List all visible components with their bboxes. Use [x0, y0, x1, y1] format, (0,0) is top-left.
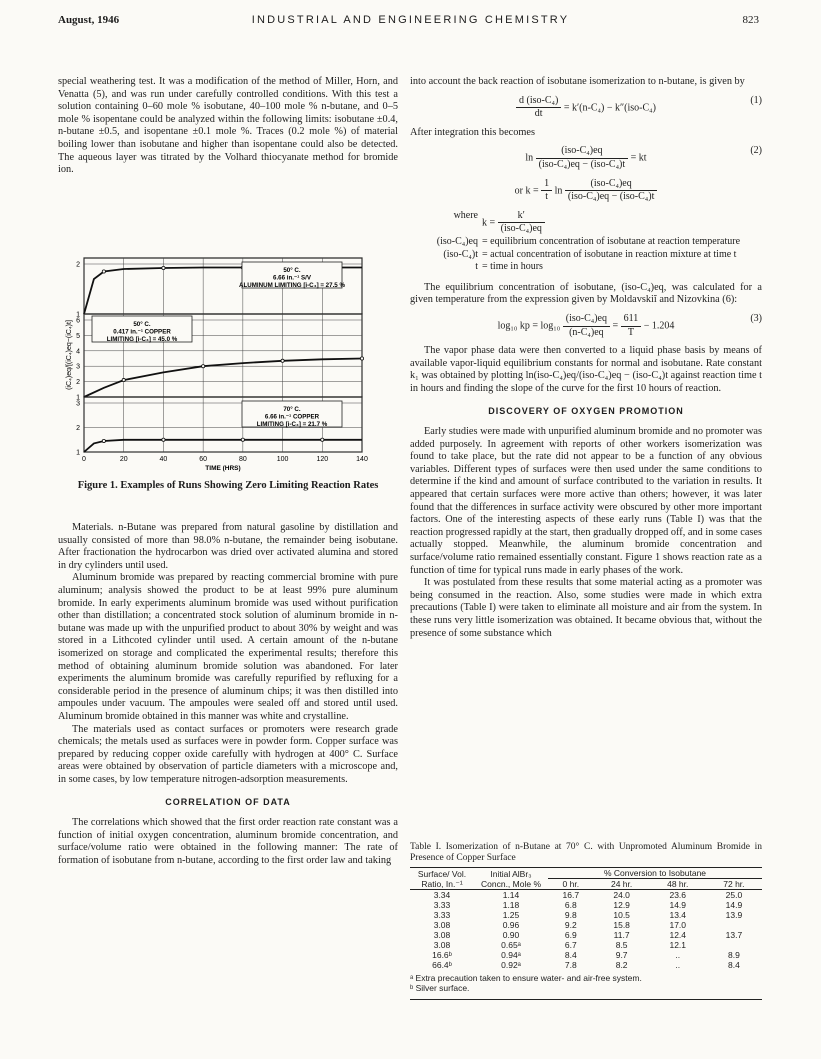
y-tick-label: 1	[76, 394, 80, 402]
materials-paragraph-1: Materials. n-Butane was prepared from natural gasoline by distillation and usually consisted of more than 98.0% n-butane, the remainder being isobutane. After fractionation the hydrocarbon was dried over activated alumina and stored in dry cylinders until used.	[58, 522, 398, 571]
data-point	[281, 359, 284, 362]
table-cell: 14.9	[669, 900, 687, 910]
definitions-list: where k = $\frac{k'}{\text{(iso-C₄)eq}}$ (iso-C₄)eq = equilibrium concentration of isobutane at reaction temperature (iso-C₄)t = actual concentration of isobutane in reaction mixture at time t t = time in hours	[436, 209, 741, 273]
right-column	[410, 76, 762, 640]
table-cell: 8.2	[615, 960, 628, 970]
data-point	[102, 439, 105, 442]
left-column	[58, 76, 398, 177]
data-point	[162, 438, 165, 441]
y-tick-label: 6	[76, 317, 80, 325]
figure-caption: Figure 1. Examples of Runs Showing Zero Limiting Reaction Rates	[77, 480, 379, 491]
right-paragraph-1: into account the back reaction of isobutane isomerization to n-butane, is given by	[410, 76, 745, 87]
table-cell: 12.9	[613, 900, 630, 910]
x-tick-label: 0	[82, 456, 86, 463]
header-page-number: 823	[742, 14, 759, 26]
equation-2: ln $\frac{\text{(iso-C₄)eq}}{\text{(iso-C₄)eq − (iso-C₄)t}}$ = kt (2)	[525, 145, 762, 170]
table-cell: 66.4ᵇ	[432, 960, 452, 970]
x-tick-label: 120	[316, 456, 329, 463]
materials-paragraph-3: The materials used as contact surfaces or promoters were research grade chemicals; the metals used as surfaces were in powder form. Copper surface was prepared by reducing copper oxide carefully with hydrogen at 400° C. Surface areas were obtained by observation of particle diameters with a microscope and, in some cases, by low temperature nitrogen-adsorption measurements.	[58, 723, 398, 785]
section-heading-discovery: DISCOVERY OF OXYGEN PROMOTION	[488, 406, 684, 417]
table-cell: 0.96	[502, 920, 520, 930]
y-tick-label: 1	[76, 449, 80, 457]
table-subheader: 24 hr.	[610, 879, 633, 889]
table-cell: 8.4	[564, 950, 577, 960]
table-cell: 0.90	[502, 930, 520, 940]
table-cell: 13.9	[725, 910, 743, 920]
table-cell: 12.1	[669, 940, 687, 950]
table-1	[410, 842, 762, 1000]
equation-3: log₁₀ kp = log₁₀ $\frac{\text{(iso-C₄)eq}}{\text{(n-C₄)eq}}$ = $\frac{611}{T}$ − 1.204 (3)	[497, 312, 762, 338]
table-cell: 23.6	[669, 890, 687, 900]
table-row	[410, 930, 762, 940]
table-cell: ..	[675, 950, 681, 960]
table-cell: 3.33	[433, 900, 451, 910]
table-cell: 1.18	[502, 900, 520, 910]
table-cell: ..	[675, 960, 681, 970]
data-point	[321, 438, 324, 441]
equation-2b: or k = $\frac{1}{t}$ ln $\frac{\text{(iso-C₄)eq}}{\text{(iso-C₄)eq − (iso-C₄)t}}$	[410, 178, 762, 204]
table-header-conversion: % Conversion to Isobutane	[548, 868, 762, 879]
right-paragraph-4: The vapor phase data were then converted to a liquid phase basis by means of available vapor-liquid equilibrium constants for normal and isobutane. Rate constant k₁ was obtained by plotting ln(iso-C₄)eq/(iso-C₄)eq − (iso-C₄)t against reaction time t in hours and finding the slope of the curve for the first 10 hours of reaction.	[410, 345, 762, 394]
correlation-paragraph: The correlations which showed that the first order reaction rate constant was a function of initial oxygen concentration, aluminum bromide concentration, and surface/volume ratio were obtained in the following manner: The rate of formation of isobutane from n-butane, according to the first order law and taking	[58, 817, 398, 866]
series-line	[84, 440, 362, 452]
table-footnote-b: ᵇ Silver surface.	[410, 983, 470, 993]
table-subheader: 72 hr.	[723, 879, 745, 889]
equation-1: $\frac{\text{d (iso-C₄)}}{dt}$ = k′(n-C₄) − k″(iso-C₄) (1)	[410, 95, 762, 121]
table-cell: 12.4	[669, 930, 687, 940]
table-cell: 8.5	[615, 940, 628, 950]
table-cell: 0.94ᵃ	[501, 950, 521, 960]
table-cell: 15.8	[613, 920, 630, 930]
table-cell: 3.33	[433, 910, 451, 920]
data-point	[202, 365, 205, 368]
table-row	[410, 940, 762, 950]
table-cell: 3.08	[433, 920, 451, 930]
table-subheader: 0 hr.	[562, 879, 580, 889]
table-row	[410, 910, 762, 920]
table-cell: 0.65ᵃ	[501, 940, 521, 950]
header-date: August, 1946	[58, 14, 120, 26]
data-point	[241, 438, 244, 441]
table-row	[410, 890, 762, 901]
series-line	[84, 359, 362, 398]
data-point	[122, 378, 125, 381]
materials-paragraph-2: Aluminum bromide was prepared by reacting commercial bromine with pure aluminum; analysis showed the product to be at least 99% pure aluminum bromide. In early experiments aluminum bromide was used without purification other than distillation; a concentrated stock solution of aluminum bromide in n-butane was made up with the unpurified product to about 30% by weight and was stored in a Lithcoted cylinder until used. A certain amount of the n-butane isomerized on storage and complicated the experimental results; therefore this method of obtaining aluminum bromide solution was abandoned. For later experiments the aluminum bromide was carefully repurified by refluxing for a considerable period in the presence of aluminum chips; it was then distilled into ampoules under vacuum. The ampoules were sealed off and stored until used. Aluminum bromide obtained in this manner was white and crystalline.	[58, 572, 398, 722]
y-tick-label: 2	[76, 379, 80, 387]
table-cell: 9.2	[564, 920, 577, 930]
table-cell: 11.7	[613, 930, 630, 940]
materials-section	[58, 522, 398, 867]
table-cell: 6.9	[564, 930, 577, 940]
table-cell: 3.34	[433, 890, 451, 900]
table-row	[410, 950, 762, 960]
x-tick-label: 60	[199, 456, 208, 463]
table-footnote-a: ᵃ Extra precaution taken to ensure water- and air-free system.	[410, 973, 642, 983]
right-paragraph-5: Early studies were made with unpurified aluminum bromide and no promoter was added purposely. In agreement with reports of other workers isomerization was found to take place, but the rate did not appear to be a function of any obvious variables. Different types of surfaces were then used under the same conditions to determine if the kind and amount of surface contributed to the variation in results. It appeared that certain surfaces were more active than others; however, it was later found that the differences in surface activity were obscured by other more important factors. One of the interesting aspects of these early runs (Table I) was that the reaction progressed rapidly at the start, then gradually dropped off, and in some cases actually stopped. Meanwhile, the aluminum bromide concentration and surface/volume ratio remained essentially constant. Figure 1 shows reaction rate as a function of time for typical runs made in early phases of the work.	[410, 426, 762, 576]
intro-paragraph: special weathering test. It was a modification of the method of Miller, Horn, and Venatta (5), and was run under carefully controlled conditions. With this test a solution containing 0–60 mole % isobutane, 40–100 mole % n-butane, and 0–5 mole % isopentane could be analyzed within the following limits: isobutane ±0.4, n-butane ±0.5, and isopentane ±0.1 mole %. Traces (0.2 mole %) of material boiling lower than isobutane and higher than isopentane could also be detected. The aqueous layer was titrated by the Volhard thiocyanate method for bromide ion.	[58, 76, 398, 176]
table-cell: 6.7	[564, 940, 577, 950]
table-cell: 9.8	[564, 910, 577, 920]
right-paragraph-2: After integration this becomes	[410, 126, 535, 138]
table-cell: 16.7	[562, 890, 580, 900]
y-tick-label: 3	[76, 363, 80, 371]
x-tick-label: 40	[159, 456, 168, 463]
table-cell: 25.0	[725, 890, 743, 900]
data-point	[162, 266, 165, 269]
table-cell: 8.9	[727, 950, 740, 960]
y-tick-label: 3	[76, 400, 80, 408]
table-header-ratio: Surface/ Vol. Ratio, In.⁻¹	[417, 868, 467, 889]
header-journal: INDUSTRIAL AND ENGINEERING CHEMISTRY	[251, 14, 570, 26]
table-cell: 17.0	[669, 920, 687, 930]
figure-caption-block	[58, 480, 398, 492]
table-cell: 14.9	[725, 900, 743, 910]
table-cell	[706, 940, 762, 950]
y-tick-label: 5	[76, 332, 80, 340]
table-cell: 3.08	[433, 940, 451, 950]
table-cell: 1.25	[502, 910, 520, 920]
table-title: Table I. Isomerization of n-Butane at 70° C. with Unpromoted Aluminum Bromide in Presence of Copper Surface	[410, 842, 762, 863]
x-tick-label: 20	[119, 456, 128, 463]
data-point	[102, 270, 105, 273]
panel-label: 50° C. 0.417 in.⁻¹ COPPER LIMITING [i-C₄] = 45.0 %	[106, 321, 178, 343]
table-cell: 0.92ᵃ	[501, 960, 521, 970]
right-paragraph-3: The equilibrium concentration of isobutane, (iso-C₄)eq, was calculated for a given temperature from the expression given by Moldavskiĭ and Nizovkina (6):	[410, 281, 762, 306]
table-header-albr3: Initial AlBr₃ Concn., Mole %	[481, 868, 541, 889]
table-cell: 10.5	[613, 910, 630, 920]
data-point	[360, 357, 363, 360]
y-tick-label: 2	[76, 425, 80, 432]
table-cell: 8.4	[727, 960, 740, 970]
x-tick-label: 140	[356, 456, 368, 463]
x-tick-label: 80	[238, 456, 247, 463]
x-axis-label: TIME (HRS)	[205, 465, 241, 472]
table-cell: 1.14	[502, 890, 520, 900]
table-cell: 13.7	[725, 930, 743, 940]
panel-label: 50° C. 6.66 in.⁻¹ S/V ALUMINUM LIMITING [i-C₄] = 27.5 %	[239, 267, 345, 289]
panel-label: 70° C. 6.66 in.⁻¹ COPPER LIMITING [i-C₄] = 21.7 %	[256, 406, 328, 428]
table-row	[410, 920, 762, 930]
table-subheader: 48 hr.	[667, 879, 689, 889]
table-cell: 6.8	[564, 900, 577, 910]
y-tick-label: 4	[76, 348, 80, 356]
table-cell: 24.0	[613, 890, 630, 900]
table-cell: 3.08	[433, 930, 451, 940]
table-row	[410, 960, 762, 970]
table-cell: 7.8	[564, 960, 577, 970]
y-axis-label: (iC₄)eq/[(iC₄)eq−(iC₄)t]	[66, 320, 73, 390]
table-cell: 16.6ᵇ	[432, 950, 452, 960]
running-header	[0, 14, 821, 34]
y-tick-label: 2	[76, 261, 80, 269]
table-row	[410, 900, 762, 910]
table-cell	[706, 920, 762, 930]
right-paragraph-6: It was postulated from these results that some material acting as a promoter was being consumed in the reaction. Also, some studies were made in which extra precautions (Table I) were taken to eliminate all moisture and air from the system. In these runs very little isomerization was obtained. It became obvious that, without the presence of some substance which	[410, 577, 762, 639]
y-tick-label: 1	[76, 311, 80, 319]
table-cell: 13.4	[669, 910, 687, 920]
table-cell: 9.7	[615, 950, 628, 960]
section-heading-correlation: CORRELATION OF DATA	[165, 797, 291, 808]
x-tick-label: 100	[276, 456, 289, 463]
table-1-grid	[410, 867, 762, 970]
figure-1-chart	[62, 252, 392, 472]
